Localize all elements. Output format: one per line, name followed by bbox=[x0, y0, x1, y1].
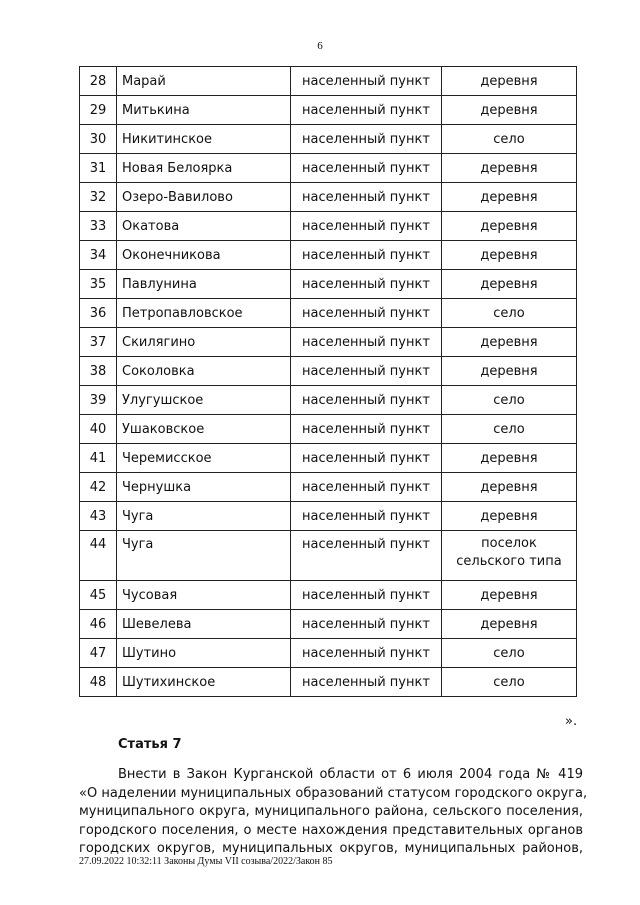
settlement-type-text: деревня bbox=[480, 450, 538, 466]
settlement-name-cell: Шевелева bbox=[117, 610, 291, 639]
settlement-type-cell bbox=[442, 328, 577, 357]
settlement-type-cell bbox=[442, 154, 577, 183]
settlement-kind-cell: населенный пункт bbox=[291, 415, 442, 444]
settlement-type-text: деревня bbox=[480, 247, 538, 263]
settlement-kind-cell: населенный пункт bbox=[291, 668, 442, 697]
settlement-type-text: сельского типа bbox=[456, 554, 562, 569]
table-row bbox=[80, 357, 577, 386]
table-row bbox=[80, 386, 577, 415]
settlement-name-cell: Чуга bbox=[117, 502, 291, 531]
table-row bbox=[80, 473, 577, 502]
table-row bbox=[80, 270, 577, 299]
settlement-name-cell: Павлунина bbox=[117, 270, 291, 299]
settlement-type-text: деревня bbox=[480, 479, 538, 495]
table-row bbox=[80, 502, 577, 531]
row-number-cell: 44 bbox=[80, 531, 117, 581]
settlement-type-text: деревня bbox=[480, 160, 538, 176]
table-row bbox=[80, 212, 577, 241]
row-number-cell: 28 bbox=[80, 67, 117, 96]
closing-quote-mark: ». bbox=[565, 714, 578, 729]
settlement-type-cell bbox=[442, 610, 577, 639]
settlement-kind-cell: населенный пункт bbox=[291, 299, 442, 328]
settlement-kind-cell: населенный пункт bbox=[291, 270, 442, 299]
row-number-cell: 38 bbox=[80, 357, 117, 386]
paragraph-line: «О наделении муниципальных образований статусом городского округа, bbox=[79, 785, 588, 801]
row-number-cell: 47 bbox=[80, 639, 117, 668]
settlement-type-cell bbox=[442, 241, 577, 270]
settlement-name-cell: Митькина bbox=[117, 96, 291, 125]
settlement-name-cell: Шутино bbox=[117, 639, 291, 668]
paragraph-line: Внести в Закон Курганской области от 6 июля 2004 года № 419 bbox=[118, 767, 583, 782]
settlement-type-text: деревня bbox=[480, 189, 538, 205]
settlement-type-cell bbox=[442, 125, 577, 154]
table-row bbox=[80, 125, 577, 154]
row-number-cell: 45 bbox=[80, 581, 117, 610]
row-number-cell: 35 bbox=[80, 270, 117, 299]
settlement-name-cell: Шутихинское bbox=[117, 668, 291, 697]
settlement-type-text: деревня bbox=[480, 73, 538, 89]
settlement-kind-cell: населенный пункт bbox=[291, 444, 442, 473]
settlement-kind-cell: населенный пункт bbox=[291, 386, 442, 415]
row-number-cell: 48 bbox=[80, 668, 117, 697]
settlement-kind-cell: населенный пункт bbox=[291, 96, 442, 125]
table-row bbox=[80, 241, 577, 270]
settlement-kind-cell: населенный пункт bbox=[291, 241, 442, 270]
settlement-type-cell bbox=[442, 639, 577, 668]
settlement-kind-cell: населенный пункт bbox=[291, 610, 442, 639]
row-number-cell: 36 bbox=[80, 299, 117, 328]
page-number: 6 bbox=[317, 40, 323, 52]
settlement-name-cell: Ушаковское bbox=[117, 415, 291, 444]
settlement-type-cell bbox=[442, 270, 577, 299]
settlement-type-text: поселок bbox=[481, 536, 537, 551]
row-number-cell: 33 bbox=[80, 212, 117, 241]
settlement-name-cell: Чуга bbox=[117, 531, 291, 581]
settlement-type-text: деревня bbox=[480, 218, 538, 234]
settlement-name-cell: Петропавловское bbox=[117, 299, 291, 328]
row-number-cell: 37 bbox=[80, 328, 117, 357]
row-number-cell: 31 bbox=[80, 154, 117, 183]
settlement-kind-cell: населенный пункт bbox=[291, 581, 442, 610]
settlement-name-cell: Улугушское bbox=[117, 386, 291, 415]
settlement-name-cell: Соколовка bbox=[117, 357, 291, 386]
table-row bbox=[80, 531, 577, 581]
settlements-table-body bbox=[80, 67, 577, 697]
row-number-cell: 29 bbox=[80, 96, 117, 125]
settlement-name-cell: Марай bbox=[117, 67, 291, 96]
settlement-type-text: село bbox=[493, 305, 525, 321]
settlement-name-cell: Никитинское bbox=[117, 125, 291, 154]
row-number-cell: 30 bbox=[80, 125, 117, 154]
settlement-name-cell: Новая Белоярка bbox=[117, 154, 291, 183]
paragraph-line: муниципального округа, муниципального района, сельского поселения, bbox=[79, 804, 583, 819]
row-number-cell: 34 bbox=[80, 241, 117, 270]
settlement-type-cell bbox=[442, 67, 577, 96]
table-row bbox=[80, 415, 577, 444]
settlement-type-cell bbox=[442, 96, 577, 125]
settlement-kind-cell: населенный пункт bbox=[291, 125, 442, 154]
settlement-type-cell bbox=[442, 668, 577, 697]
row-number-cell: 39 bbox=[80, 386, 117, 415]
document-footer: 27.09.2022 10:32:11 Законы Думы VII созыва/2022/Закон 85 bbox=[79, 856, 333, 867]
settlement-name-cell: Чернушка bbox=[117, 473, 291, 502]
settlement-name-cell: Скилягино bbox=[117, 328, 291, 357]
settlement-kind-cell: населенный пункт bbox=[291, 639, 442, 668]
settlement-type-cell bbox=[442, 386, 577, 415]
settlement-type-cell bbox=[442, 357, 577, 386]
row-number-cell: 42 bbox=[80, 473, 117, 502]
settlement-type-text: село bbox=[493, 421, 525, 437]
row-number-cell: 46 bbox=[80, 610, 117, 639]
row-number-cell: 40 bbox=[80, 415, 117, 444]
paragraph-line: городских округов, муниципальных округов, муниципальных районов, bbox=[79, 841, 583, 856]
settlement-type-text: деревня bbox=[480, 508, 538, 524]
settlement-type-cell bbox=[442, 473, 577, 502]
settlement-type-text: деревня bbox=[480, 334, 538, 350]
table-row bbox=[80, 183, 577, 212]
table-row bbox=[80, 668, 577, 697]
table-row bbox=[80, 581, 577, 610]
table-row bbox=[80, 444, 577, 473]
settlement-name-cell: Чусовая bbox=[117, 581, 291, 610]
settlement-name-cell: Озеро-Вавилово bbox=[117, 183, 291, 212]
settlement-type-cell bbox=[442, 444, 577, 473]
table-row bbox=[80, 610, 577, 639]
settlement-type-text: деревня bbox=[480, 102, 538, 118]
settlement-kind-cell: населенный пункт bbox=[291, 473, 442, 502]
settlement-kind-cell: населенный пункт bbox=[291, 357, 442, 386]
settlement-type-text: деревня bbox=[480, 276, 538, 292]
settlement-type-cell bbox=[442, 212, 577, 241]
settlement-name-cell: Оконечникова bbox=[117, 241, 291, 270]
table-row bbox=[80, 299, 577, 328]
table-row bbox=[80, 67, 577, 96]
settlements-table bbox=[79, 66, 577, 697]
settlement-type-cell bbox=[442, 299, 577, 328]
table-row bbox=[80, 96, 577, 125]
settlement-type-text: деревня bbox=[480, 363, 538, 379]
table-row bbox=[80, 328, 577, 357]
settlement-kind-cell: населенный пункт bbox=[291, 212, 442, 241]
settlement-kind-cell: населенный пункт bbox=[291, 154, 442, 183]
settlement-name-cell: Черемисское bbox=[117, 444, 291, 473]
settlement-kind-cell: населенный пункт bbox=[291, 531, 442, 581]
article-paragraph bbox=[79, 766, 588, 859]
row-number-cell: 41 bbox=[80, 444, 117, 473]
row-number-cell: 43 bbox=[80, 502, 117, 531]
settlement-kind-cell: населенный пункт bbox=[291, 328, 442, 357]
article-title: Статья 7 bbox=[118, 737, 182, 752]
settlement-type-text: деревня bbox=[480, 587, 538, 603]
settlement-type-text: село bbox=[493, 131, 525, 147]
paragraph-line: городского поселения, о месте нахождения представительных органов bbox=[79, 822, 583, 838]
settlement-type-cell bbox=[442, 415, 577, 444]
settlement-type-cell bbox=[442, 183, 577, 212]
settlement-type-text: село bbox=[493, 674, 525, 690]
settlement-type-text: село bbox=[493, 392, 525, 408]
settlement-type-cell bbox=[442, 502, 577, 531]
settlement-type-text: деревня bbox=[480, 616, 538, 632]
settlement-type-cell bbox=[442, 581, 577, 610]
settlement-name-cell: Окатова bbox=[117, 212, 291, 241]
row-number-cell: 32 bbox=[80, 183, 117, 212]
settlement-type-cell bbox=[442, 531, 577, 581]
table-row bbox=[80, 154, 577, 183]
settlement-kind-cell: населенный пункт bbox=[291, 183, 442, 212]
settlement-kind-cell: населенный пункт bbox=[291, 67, 442, 96]
settlement-kind-cell: населенный пункт bbox=[291, 502, 442, 531]
settlement-type-text: село bbox=[493, 645, 525, 661]
table-row bbox=[80, 639, 577, 668]
